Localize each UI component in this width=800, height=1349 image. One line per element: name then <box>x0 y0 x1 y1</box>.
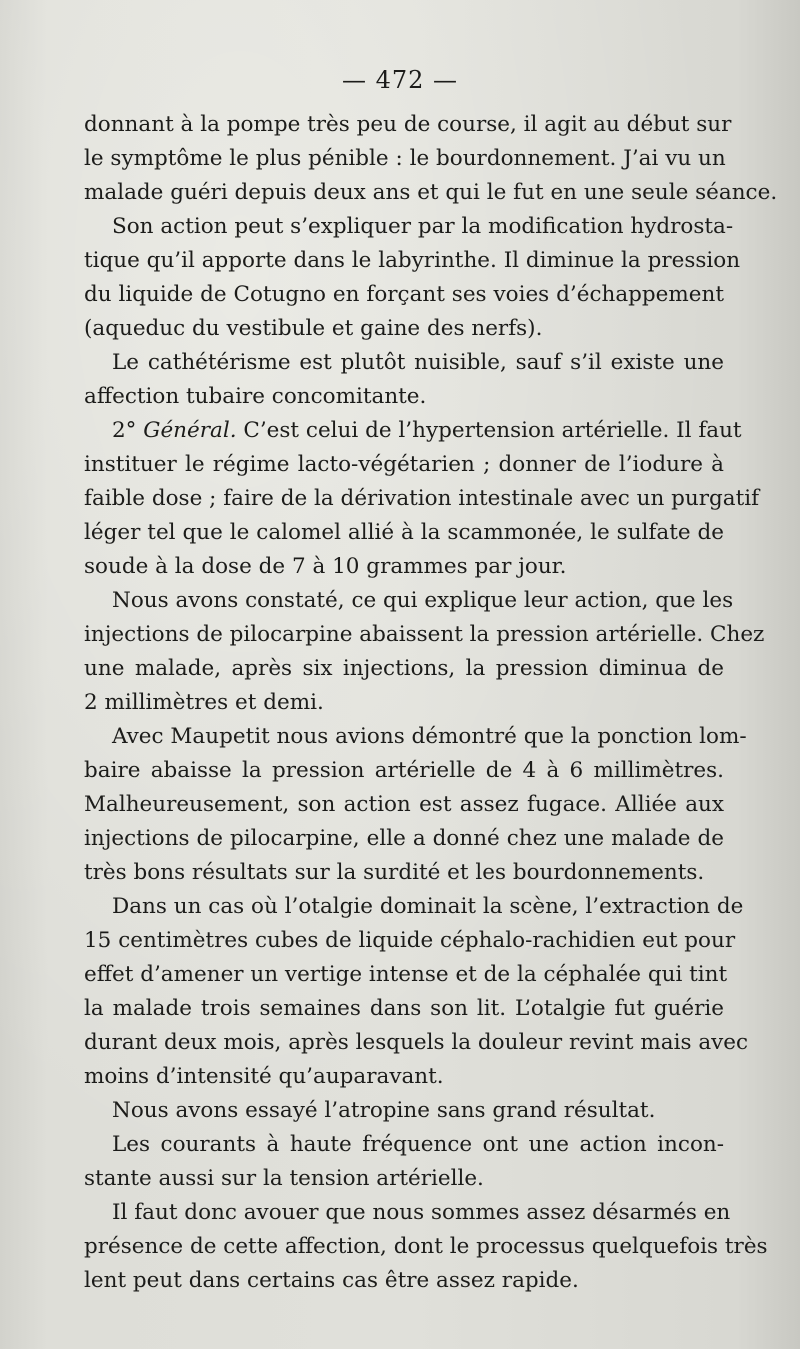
text-line: du liquide de Cotugno en forçant ses voies d’échappement <box>84 282 724 307</box>
body-text <box>84 108 778 1298</box>
text-line: baire abaisse la pression artérielle de 4 à 6 millimètres. <box>84 758 724 783</box>
text-line: Avec Maupetit nous avions démontré que la ponction lom- <box>112 724 747 749</box>
text-line: Son action peut s’expliquer par la modification hydrosta- <box>112 214 734 239</box>
text-line: présence de cette affection, dont le processus quelquefois très <box>84 1234 768 1259</box>
text-line: Dans un cas où l’otalgie dominait la scène, l’extraction de <box>112 894 744 919</box>
text-line <box>84 414 742 448</box>
text-line: 15 centimètres cubes de liquide céphalo-rachidien eut pour <box>84 928 736 953</box>
text-line: Nous avons essayé l’atropine sans grand résultat. <box>112 1098 656 1123</box>
text-line: soude à la dose de 7 à 10 grammes par jour. <box>84 554 567 579</box>
text-line: très bons résultats sur la surdité et les bourdonnements. <box>84 860 705 885</box>
text-line: 2 millimètres et demi. <box>84 690 324 715</box>
text-line: léger tel que le calomel allié à la scammonée, le sulfate de <box>84 520 724 545</box>
text-line: (aqueduc du vestibule et gaine des nerfs). <box>84 316 543 341</box>
text-line: tique qu’il apporte dans le labyrinthe. Il diminue la pression <box>84 248 741 273</box>
text-line: injections de pilocarpine abaissent la pression artérielle. Chez <box>84 622 765 647</box>
text-line: effet d’amener un vertige intense et de la céphalée qui tint <box>84 962 728 987</box>
text-line: injections de pilocarpine, elle a donné chez une malade de <box>84 826 724 851</box>
text-line: malade guéri depuis deux ans et qui le fut en une seule séance. <box>84 180 778 205</box>
text-line: instituer le régime lacto-végétarien ; donner de l’iodure à <box>84 452 724 477</box>
text-line: Le cathétérisme est plutôt nuisible, sauf s’il existe une <box>112 350 724 375</box>
line-text: C’est celui de l’hypertension artérielle. Il faut <box>236 418 742 443</box>
text-line: Il faut donc avouer que nous sommes assez désarmés en <box>112 1200 731 1225</box>
text-line: une malade, après six injections, la pression diminua de <box>84 656 724 681</box>
text-line: la malade trois semaines dans son lit. L’otalgie fut guérie <box>84 996 724 1021</box>
text-line: affection tubaire concomitante. <box>84 384 427 409</box>
text-line: stante aussi sur la tension artérielle. <box>84 1166 484 1191</box>
text-line: moins d’intensité qu’auparavant. <box>84 1064 444 1089</box>
text-line: Nous avons constaté, ce qui explique leur action, que les <box>112 588 734 613</box>
text-line: Malheureusement, son action est assez fugace. Alliée aux <box>84 792 724 817</box>
section-heading-italic: Général. <box>143 418 237 443</box>
text-line: faible dose ; faire de la dérivation intestinale avec un purgatif <box>84 486 760 511</box>
text-line: durant deux mois, après lesquels la douleur revint mais avec <box>84 1030 749 1055</box>
text-line: lent peut dans certains cas être assez rapide. <box>84 1268 579 1293</box>
page-number: — 472 — <box>341 66 459 94</box>
text-line: donnant à la pompe très peu de course, il agit au début sur <box>84 112 732 137</box>
list-number: 2° <box>112 418 144 443</box>
text-line: le symptôme le plus pénible : le bourdonnement. J’ai vu un <box>84 146 726 171</box>
text-line: Les courants à haute fréquence ont une action incon- <box>112 1132 724 1157</box>
